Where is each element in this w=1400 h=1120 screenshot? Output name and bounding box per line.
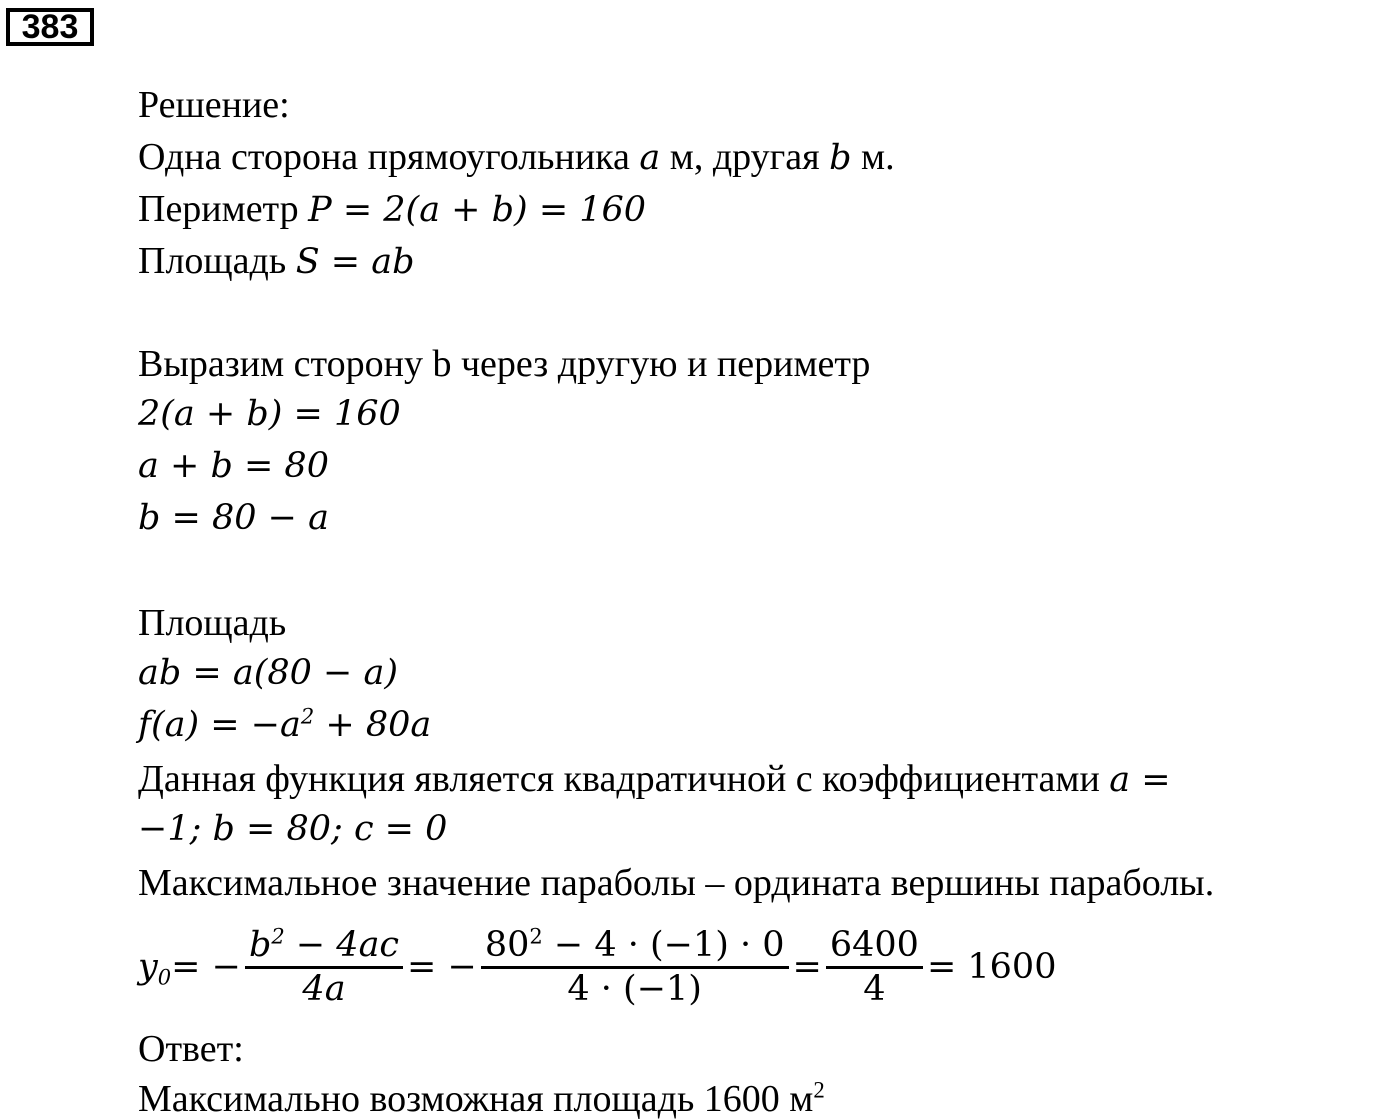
equation-b: b = 80 − a: [138, 498, 329, 538]
answer-heading: Ответ:: [138, 1028, 244, 1070]
y-subscript: 0: [157, 965, 172, 990]
max-value-text: Максимальное значение параболы – ордината вершины параболы.: [138, 862, 1215, 904]
perimeter-label: Периметр: [138, 188, 309, 230]
sides-definition: [138, 138, 895, 176]
y-var: [138, 947, 172, 990]
area-line: [138, 242, 415, 280]
fraction-result: [826, 925, 923, 1009]
fraction-general-numerator: [245, 925, 403, 965]
answer-label: Максимально возможная площадь 1600 м: [138, 1078, 814, 1120]
y-letter: y: [138, 947, 158, 987]
answer-text: [138, 1077, 825, 1120]
equals-minus-1: = −: [171, 947, 241, 987]
area-label: Площадь: [138, 240, 296, 282]
fraction-general: [245, 925, 403, 1009]
sides-text-1: Одна сторона прямоугольника: [138, 136, 640, 178]
function-definition: [138, 704, 432, 745]
answer-exponent: 2: [813, 1077, 825, 1103]
function-part-1: f(a) = −a: [138, 705, 301, 745]
area-formula: S = ab: [295, 242, 415, 282]
vertex-formula: [138, 912, 1056, 1022]
num-b-exp: 2: [271, 924, 285, 949]
equals-3: =: [792, 947, 822, 987]
num-rest: − 4 · (−1) · 0: [542, 925, 785, 966]
express-b-text: Выразим сторону b через другую и периметр: [138, 343, 871, 385]
area-heading: Площадь: [138, 602, 287, 644]
function-exponent: 2: [300, 704, 315, 729]
coefficient-a: a =: [1109, 760, 1171, 800]
problem-number: 383: [6, 8, 94, 46]
fraction-substituted-numerator: [481, 925, 789, 965]
function-part-2: + 80a: [314, 705, 432, 745]
num-80: 80: [484, 925, 530, 966]
fraction-result-denominator: 4: [863, 968, 886, 1009]
equation-perimeter: 2(a + b) = 160: [138, 394, 401, 434]
var-a: a: [639, 138, 661, 178]
coefficients-text: [138, 760, 1171, 798]
perimeter-formula: P = 2(a + b) = 160: [308, 190, 647, 230]
perimeter-line: [138, 190, 646, 228]
equation-area: ab = a(80 − a): [138, 653, 399, 693]
sides-text-3: м.: [851, 136, 895, 178]
fraction-general-denominator: 4a: [302, 968, 346, 1009]
fraction-substituted: [481, 925, 789, 1009]
sides-text-2: м, другая: [660, 136, 830, 178]
num-80-exp: 2: [529, 924, 543, 949]
equals-minus-2: = −: [407, 947, 477, 987]
var-b: b: [829, 138, 852, 178]
final-result: = 1600: [926, 947, 1057, 987]
equation-sum: a + b = 80: [138, 446, 329, 486]
fraction-substituted-denominator: 4 · (−1): [567, 968, 702, 1009]
num-4ac: − 4ac: [284, 925, 400, 966]
coefficients-label: Данная функция является квадратичной с коэффициентами: [138, 758, 1110, 800]
fraction-result-numerator: 6400: [829, 925, 919, 966]
num-b: b: [248, 925, 272, 966]
coefficients-values: −1; b = 80; c = 0: [138, 809, 448, 849]
solution-heading: Решение:: [138, 84, 290, 126]
